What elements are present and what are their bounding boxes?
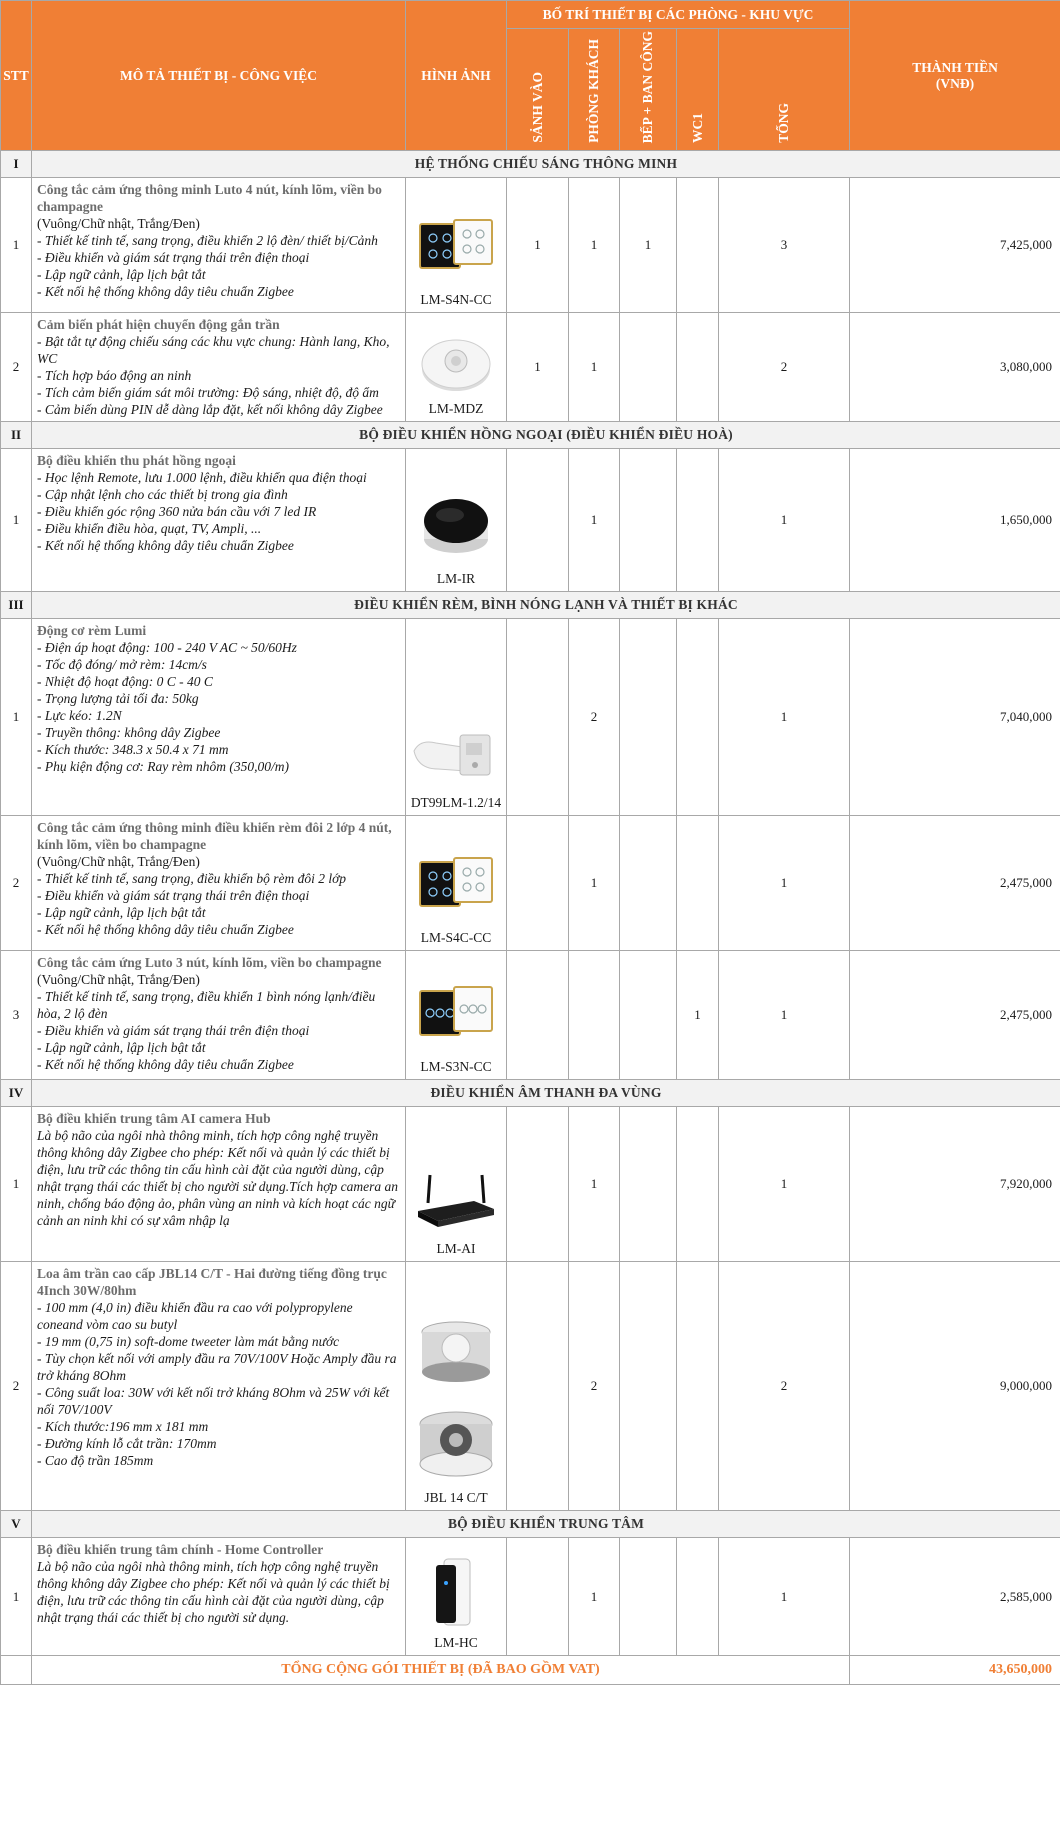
item-price: 2,475,000 (850, 816, 1060, 951)
item-description (32, 178, 406, 313)
section-title: BỘ ĐIỀU KHIỂN HỒNG NGOẠI (ĐIỀU KHIỂN ĐIỀU HOÀ) (32, 422, 1060, 449)
qty-sanh (507, 1538, 569, 1656)
qty-sanh (507, 1107, 569, 1262)
section-title: HỆ THỐNG CHIẾU SÁNG THÔNG MINH (32, 151, 1060, 178)
item-description (32, 1538, 406, 1656)
qty-bep (620, 951, 677, 1080)
item-feature: - Kết nối hệ thống không dây tiêu chuẩn Zigbee (37, 538, 294, 553)
item-code: LM-AI (436, 1241, 476, 1256)
item-price: 7,920,000 (850, 1107, 1060, 1262)
header-room-layout: BỐ TRÍ THIẾT BỊ CÁC PHÒNG - KHU VỰC (507, 1, 850, 29)
total-label: TỔNG CỘNG GÓI THIẾT BỊ (ĐÃ BAO GỒM VAT) (32, 1656, 850, 1685)
item-name: Công tắc cảm ứng thông minh điều khiển rèm đôi 2 lớp 4 nút, kính lõm, viền bo champagne (37, 820, 392, 852)
ceiling-speaker-image (414, 1318, 498, 1486)
qty-wc (677, 178, 719, 313)
item-feature: - Tích cảm biến giám sát môi trường: Độ sáng, nhiệt độ, độ ẩm (37, 385, 379, 400)
qty-bep (620, 1262, 677, 1511)
qty-wc (677, 449, 719, 592)
qty-total: 1 (719, 816, 850, 951)
header-col-wc (677, 29, 719, 151)
header-col-bep-label: BẾP + BAN CÔNG (640, 30, 655, 143)
header-col-khach (569, 29, 620, 151)
item-name: Bộ điều khiển thu phát hồng ngoại (37, 453, 236, 468)
item-name: Cảm biến phát hiện chuyển động gắn trần (37, 317, 280, 332)
item-stt: 1 (1, 178, 32, 313)
item-description (32, 816, 406, 951)
ai-hub-image (414, 1167, 498, 1237)
qty-sanh (507, 951, 569, 1080)
qty-khach: 1 (569, 178, 620, 313)
section-row (1, 422, 1060, 449)
table-row (1, 1538, 1060, 1656)
home-controller-image (426, 1555, 486, 1631)
item-feature: - Điều khiển điều hòa, quạt, TV, Ampli, ... (37, 521, 262, 536)
item-code: LM-S4C-CC (420, 930, 492, 945)
touch-switch-4-image (416, 218, 496, 288)
qty-total: 3 (719, 178, 850, 313)
qty-bep (620, 313, 677, 422)
item-subtitle: (Vuông/Chữ nhật, Trắng/Đen) (37, 854, 200, 869)
item-image-box (406, 218, 506, 312)
item-price: 2,475,000 (850, 951, 1060, 1080)
header-col-tong (719, 29, 850, 151)
item-paragraph: Là bộ não của ngôi nhà thông minh, tích hợp công nghệ truyền thông không dây Zigbee cho phép: Kết nối và quản lý các thiết bị điện, lưu trữ các thông tin cấu hình cài đặt của người dùng, cập nhật trạng thái các thiết bị cho người sử dụng.Tích hợp camera an ninh, chống báo động ảo, phân vùng an ninh và kích hoạt các ngữ cảnh an ninh khi có sự xâm nhập lạ (37, 1128, 398, 1228)
item-feature: - Nhiệt độ hoạt động: 0 C - 40 C (37, 674, 213, 689)
item-feature: - Thiết kế tinh tế, sang trọng, điều khiển 1 bình nóng lạnh/điều hòa, 2 lộ đèn (37, 989, 376, 1021)
qty-total: 1 (719, 619, 850, 816)
item-name: Công tắc cảm ứng thông minh Luto 4 nút, kính lõm, viền bo champagne (37, 182, 382, 214)
header-amount-label: THÀNH TIỀN (VNĐ) (912, 59, 998, 91)
item-stt: 1 (1, 1107, 32, 1262)
qty-wc (677, 619, 719, 816)
header-description: MÔ TẢ THIẾT BỊ - CÔNG VIỆC (32, 1, 406, 151)
header-col-wc-label: WC1 (689, 113, 705, 143)
item-feature: - Cập nhật lệnh cho các thiết bị trong gia đình (37, 487, 288, 502)
item-image-cell (406, 178, 507, 313)
item-feature: - Lực kéo: 1.2N (37, 708, 122, 723)
item-feature: - Truyền thông: không dây Zigbee (37, 725, 221, 740)
section-row (1, 151, 1060, 178)
item-stt: 1 (1, 449, 32, 592)
item-feature: - Công suất loa: 30W với kết nối trở kháng 8Ohm và 25W với kết nối 70V/100V (37, 1385, 390, 1417)
header-col-sanh (507, 29, 569, 151)
item-name: Loa âm trần cao cấp JBL14 C/T - Hai đường tiếng đồng trục 4Inch 30W/80hm (37, 1266, 387, 1298)
qty-total: 1 (719, 951, 850, 1080)
item-description (32, 313, 406, 422)
item-price: 3,080,000 (850, 313, 1060, 422)
item-price: 9,000,000 (850, 1262, 1060, 1511)
header-col-bep (620, 29, 677, 151)
qty-khach: 1 (569, 816, 620, 951)
total-row (1, 1656, 1060, 1685)
item-feature: - Điều khiển và giám sát trạng thái trên điện thoại (37, 250, 310, 265)
item-price: 7,425,000 (850, 178, 1060, 313)
section-title: ĐIỀU KHIỂN ÂM THANH ĐA VÙNG (32, 1080, 1060, 1107)
item-image-box (406, 717, 506, 815)
item-feature: - Lập ngữ cảnh, lập lịch bật tắt (37, 905, 206, 920)
total-value: 43,650,000 (850, 1656, 1060, 1685)
qty-bep (620, 1538, 677, 1656)
table-row (1, 816, 1060, 951)
qty-sanh: 1 (507, 313, 569, 422)
qty-khach (569, 951, 620, 1080)
item-feature: - Trọng lượng tải tối đa: 50kg (37, 691, 199, 706)
item-feature: - Lập ngữ cảnh, lập lịch bật tắt (37, 267, 206, 282)
qty-wc (677, 816, 719, 951)
qty-total: 1 (719, 1107, 850, 1262)
item-name: Bộ điều khiển trung tâm chính - Home Controller (37, 1542, 324, 1557)
item-image-cell (406, 1107, 507, 1262)
section-row (1, 592, 1060, 619)
qty-khach: 2 (569, 619, 620, 816)
item-feature: - Kết nối hệ thống không dây tiêu chuẩn Zigbee (37, 1057, 294, 1072)
item-stt: 3 (1, 951, 32, 1080)
item-feature: - Lập ngữ cảnh, lập lịch bật tắt (37, 1040, 206, 1055)
item-name: Công tắc cảm ứng Luto 3 nút, kính lõm, viền bo champagne (37, 955, 382, 970)
item-feature: - Điều khiển và giám sát trạng thái trên điện thoại (37, 1023, 310, 1038)
table-row (1, 1107, 1060, 1262)
header-stt: STT (1, 1, 32, 151)
item-feature: - Kích thước:196 mm x 181 mm (37, 1419, 209, 1434)
qty-total: 2 (719, 1262, 850, 1511)
item-feature: - Đường kính lỗ cắt trần: 170mm (37, 1436, 217, 1451)
qty-sanh (507, 449, 569, 592)
item-image-cell (406, 816, 507, 951)
motion-sensor-image (416, 331, 496, 397)
qty-wc (677, 313, 719, 422)
qty-bep (620, 449, 677, 592)
qty-wc (677, 1107, 719, 1262)
section-title: BỘ ĐIỀU KHIỂN TRUNG TÂM (32, 1511, 1060, 1538)
section-row (1, 1511, 1060, 1538)
qty-sanh (507, 816, 569, 951)
qty-khach: 2 (569, 1262, 620, 1511)
item-image-cell (406, 619, 507, 816)
item-feature: - Thiết kế tinh tế, sang trọng, điều khiển bộ rèm đôi 2 lớp (37, 871, 347, 886)
item-price: 1,650,000 (850, 449, 1060, 592)
total-empty-cell (1, 1656, 32, 1685)
qty-sanh: 1 (507, 178, 569, 313)
table-row (1, 951, 1060, 1080)
item-stt: 2 (1, 816, 32, 951)
item-feature: - Tích hợp báo động an ninh (37, 368, 192, 383)
item-price: 2,585,000 (850, 1538, 1060, 1656)
item-code: LM-MDZ (428, 401, 484, 416)
qty-wc (677, 1538, 719, 1656)
item-image-cell (406, 951, 507, 1080)
table-row (1, 313, 1060, 422)
item-description (32, 449, 406, 592)
item-code: LM-S4N-CC (420, 292, 492, 307)
header-col-khach-label: PHÒNG KHÁCH (586, 39, 601, 143)
item-feature: - Điều khiển và giám sát trạng thái trên điện thoại (37, 888, 310, 903)
item-image-box (406, 1318, 506, 1510)
item-feature: - Điều khiển góc rộng 360 nửa bán cầu với 7 led IR (37, 504, 317, 519)
item-feature: - Tùy chọn kết nối với amply đầu ra 70V/100V Hoặc Amply đầu ra trở kháng 8Ohm (37, 1351, 397, 1383)
section-number: V (1, 1511, 32, 1538)
qty-wc: 1 (677, 951, 719, 1080)
ir-controller-image (416, 487, 496, 567)
header-image: HÌNH ẢNH (406, 1, 507, 151)
qty-total: 2 (719, 313, 850, 422)
qty-sanh (507, 1262, 569, 1511)
item-name: Động cơ rèm Lumi (37, 623, 147, 638)
item-feature: - Kết nối hệ thống không dây tiêu chuẩn Zigbee (37, 922, 294, 937)
table-row (1, 178, 1060, 313)
header-col-sanh-label: SẢNH VÀO (529, 72, 545, 143)
item-image-cell (406, 449, 507, 592)
section-number: I (1, 151, 32, 178)
header-row (1, 1, 1060, 29)
item-image-box (406, 1167, 506, 1261)
qty-total: 1 (719, 1538, 850, 1656)
table-row (1, 1262, 1060, 1511)
item-feature: - Cao độ trần 185mm (37, 1453, 154, 1468)
qty-bep: 1 (620, 178, 677, 313)
item-stt: 2 (1, 1262, 32, 1511)
item-code: JBL 14 C/T (424, 1490, 488, 1505)
item-image-box (406, 487, 506, 591)
qty-bep (620, 1107, 677, 1262)
item-description (32, 1262, 406, 1511)
item-image-cell (406, 1262, 507, 1511)
qty-wc (677, 1262, 719, 1511)
qty-total: 1 (719, 449, 850, 592)
item-feature: - 100 mm (4,0 in) điều khiển đầu ra cao với polypropylene coneand vòm cao su butyl (37, 1300, 353, 1332)
curtain-motor-image (408, 717, 504, 791)
item-subtitle: (Vuông/Chữ nhật, Trắng/Đen) (37, 216, 200, 231)
item-feature: - Học lệnh Remote, lưu 1.000 lệnh, điều khiển qua điện thoại (37, 470, 367, 485)
item-feature: - Phụ kiện động cơ: Ray rèm nhôm (350,00/m) (37, 759, 290, 774)
section-row (1, 1080, 1060, 1107)
item-feature: - 19 mm (0,75 in) soft-dome tweeter làm mát bằng nước (37, 1334, 340, 1349)
item-image-box (406, 331, 506, 421)
item-description (32, 1107, 406, 1262)
item-subtitle: (Vuông/Chữ nhật, Trắng/Đen) (37, 972, 200, 987)
section-number: II (1, 422, 32, 449)
qty-bep (620, 619, 677, 816)
curtain-switch-image (416, 856, 496, 926)
qty-khach: 1 (569, 313, 620, 422)
item-feature: - Thiết kế tinh tế, sang trọng, điều khiển 2 lộ đèn/ thiết bị/Cảnh (37, 233, 378, 248)
item-feature: - Kích thước: 348.3 x 50.4 x 71 mm (37, 742, 229, 757)
touch-switch-3-image (416, 985, 496, 1055)
item-price: 7,040,000 (850, 619, 1060, 816)
qty-khach: 1 (569, 1538, 620, 1656)
item-feature: - Bật tắt tự động chiếu sáng các khu vực chung: Hành lang, Kho, WC (37, 334, 390, 366)
item-name: Bộ điều khiển trung tâm AI camera Hub (37, 1111, 271, 1126)
item-stt: 2 (1, 313, 32, 422)
section-number: III (1, 592, 32, 619)
item-code: LM-IR (436, 571, 476, 586)
qty-bep (620, 816, 677, 951)
header-col-tong-label: TỔNG (776, 103, 791, 143)
item-code: LM-S3N-CC (420, 1059, 492, 1074)
item-code: DT99LM-1.2/14 (410, 795, 502, 810)
item-feature: - Tốc độ đóng/ mở rèm: 14cm/s (37, 657, 207, 672)
item-feature: - Kết nối hệ thống không dây tiêu chuẩn Zigbee (37, 284, 294, 299)
item-stt: 1 (1, 1538, 32, 1656)
item-image-box (406, 985, 506, 1079)
item-feature: - Cảm biến dùng PIN dễ dàng lắp đặt, kết nối không dây Zigbee (37, 402, 383, 417)
item-paragraph: Là bộ não của ngôi nhà thông minh, tích hợp công nghệ truyền thông không dây Zigbee cho phép: Kết nối và quản lý các thiết bị điện, lưu trữ các thông tin cấu hình cài đặt của người dùng, cập nhật trạng thái các thiết bị cho người sử dụng. (37, 1559, 390, 1625)
item-feature: - Điện áp hoạt động: 100 - 240 V AC ~ 50/60Hz (37, 640, 297, 655)
qty-sanh (507, 619, 569, 816)
qty-khach: 1 (569, 1107, 620, 1262)
item-image-cell (406, 313, 507, 422)
section-number: IV (1, 1080, 32, 1107)
item-code: LM-HC (434, 1635, 478, 1650)
qty-khach: 1 (569, 449, 620, 592)
item-description (32, 619, 406, 816)
item-stt: 1 (1, 619, 32, 816)
table-row (1, 619, 1060, 816)
section-title: ĐIỀU KHIỂN RÈM, BÌNH NÓNG LẠNH VÀ THIẾT BỊ KHÁC (32, 592, 1060, 619)
header-amount (850, 1, 1060, 151)
item-image-cell (406, 1538, 507, 1656)
table-row (1, 449, 1060, 592)
item-image-box (406, 1555, 506, 1655)
item-image-box (406, 856, 506, 950)
item-description (32, 951, 406, 1080)
